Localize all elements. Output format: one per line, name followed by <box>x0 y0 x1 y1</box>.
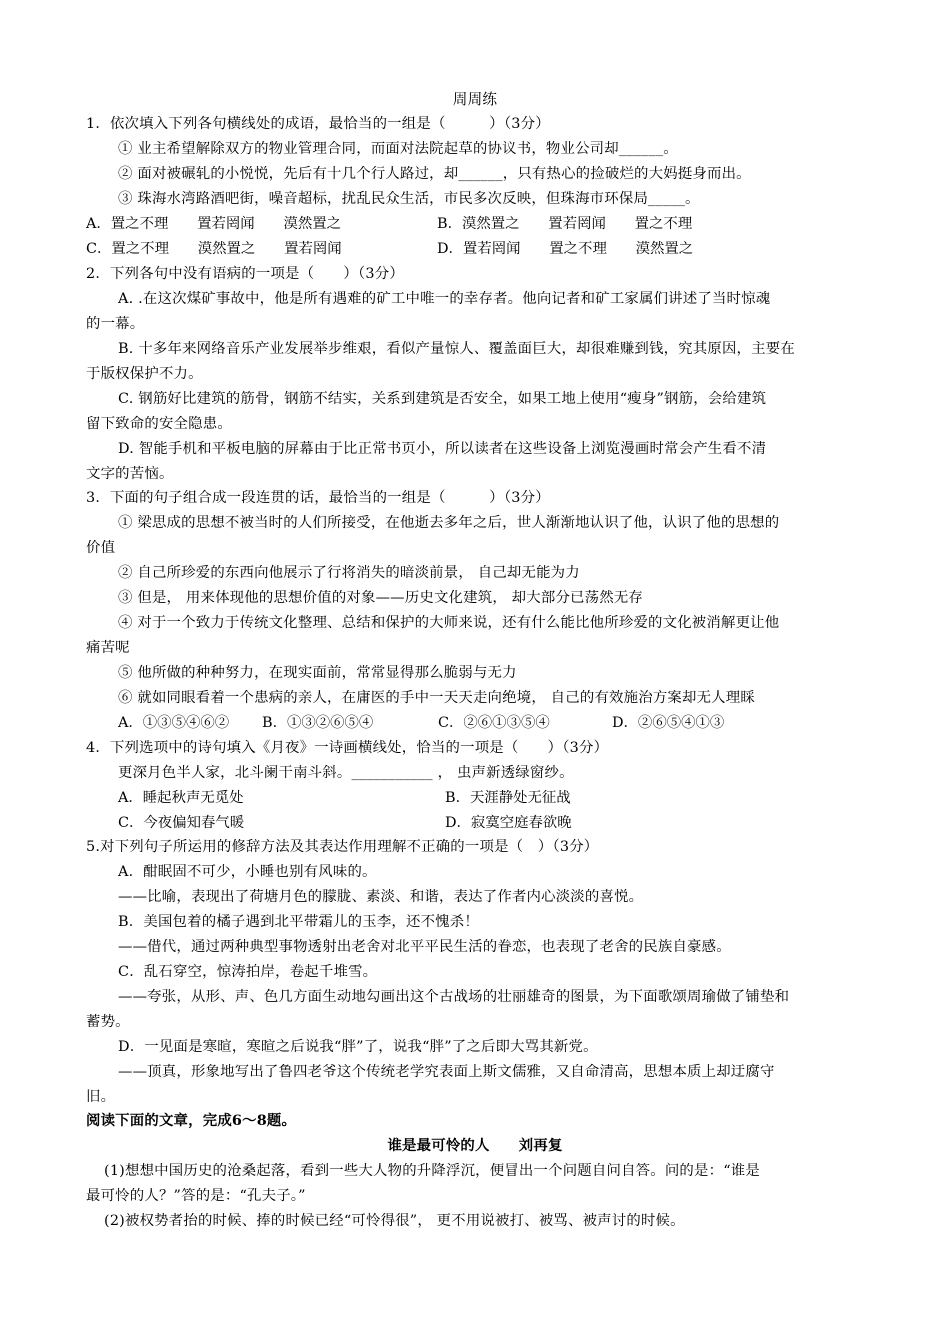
q5-option-b: B．美国包着的橘子遇到北平带霜儿的玉李，还不愧杀！ <box>118 914 479 930</box>
q3-sentence-3: ③ 但是， 用来体现他的思想价值的对象——历史文化建筑， 却大部分已荡然无存 <box>118 590 643 606</box>
q3-sentence-1-line1: ① 梁思成的思想不被当时的人们所接受，在他逝去多年之后，世人渐渐地认识了他，认识了他的思想的 <box>118 515 780 531</box>
q3-option-c: C．②⑥①③⑤④ <box>438 715 550 731</box>
q5-option-c-analysis-line1: ——夸张，从形、声、色几方面生动地勾画出这个古战场的壮丽雄奇的图景，为下面歌颂周瑜做了铺垫和 <box>118 989 790 1005</box>
q2-option-b-line1: B. 十多年来网络音乐产业发展举步维艰，看似产量惊人、覆盖面巨大，却很难赚到钱，究其原因，主要在 <box>118 341 795 357</box>
q2-stem: 2．下列各句中没有语病的一项是（ ）（3分） <box>86 266 404 282</box>
q3-sentence-2: ② 自己所珍爱的东西向他展示了行将消失的暗淡前景， 自己却无能为力 <box>118 565 580 581</box>
q1-sentence-2: ② 面对被碾轧的小悦悦，先后有十几个行人路过，却______，只有热心的捡破烂的大妈挺身而出。 <box>118 166 751 182</box>
q3-option-a: A．①③⑤④⑥② <box>118 715 230 731</box>
q2-option-c-line1: C. 钢筋好比建筑的筋骨，钢筋不结实，关系到建筑是否安全，如果工地上使用“瘦身”钢筋，会给建筑 <box>118 391 767 407</box>
q3-sentence-6: ⑥ 就如同眼看着一个患病的亲人，在庸医的手中一天天走向绝境， 自己的有效施治方案却无人理睬 <box>118 690 755 706</box>
q4-option-a: A．睡起秋声无觅处 <box>118 790 244 806</box>
q5-option-a: A．酣眠固不可少，小睡也别有风味的。 <box>118 864 377 880</box>
q5-option-d-analysis-line2: 旧。 <box>86 1089 116 1105</box>
q4-option-d: D．寂寞空庭春欲晚 <box>445 815 572 831</box>
q3-sentence-4-line1: ④ 对于一个致力于传统文化整理、总结和保护的大师来说，还有什么能比他所珍爱的文化被消解更让他 <box>118 615 780 631</box>
q1-option-c: C．置之不理 漠然置之 置若罔闻 <box>86 241 342 257</box>
q3-stem: 3．下面的句子组合成一段连贯的话，最恰当的一组是（ ）（3分） <box>86 490 550 506</box>
q4-stem: 4．下列选项中的诗句填入《月夜》一诗画横线处，恰当的一项是（ ）（3分） <box>86 740 609 756</box>
q1-option-d: D．置若罔闻 置之不理 漠然置之 <box>437 241 694 257</box>
q5-option-b-analysis: ——借代，通过两种典型事物透射出老舍对北平平民生活的眷恋，也表现了老舍的民族自豪感。 <box>118 939 731 955</box>
q4-option-b: B．天涯静处无征战 <box>445 790 571 806</box>
q3-sentence-1-line2: 价值 <box>86 540 116 556</box>
q1-option-b: B．漠然置之 置若罔闻 置之不理 <box>437 216 693 232</box>
q4-poem: 更深月色半人家，北斗阑干南斗斜。___________ ， 虫声新透绿窗纱。 <box>118 765 574 781</box>
q1-sentence-1: ① 业主希望解除双方的物业管理合同，而面对法院起草的协议书，物业公司却______。 <box>118 141 678 157</box>
q3-sentence-5: ⑤ 他所做的种种努力，在现实面前，常常显得那么脆弱与无力 <box>118 665 517 681</box>
q2-option-d-line2: 文字的苦恼。 <box>86 466 174 482</box>
q5-option-d-analysis-line1: ——顶真，形象地写出了鲁四老爷这个传统老学究表面上斯文儒雅，又自命清高，思想本质上却迂腐守 <box>118 1064 775 1080</box>
page-title: 周周练 <box>452 91 498 108</box>
q2-option-a-line1: A. .在这次煤矿事故中，他是所有遇难的矿工中唯一的幸存者。他向记者和矿工家属们讲述了当时惊魂 <box>118 291 771 307</box>
q5-option-c: C．乱石穿空，惊涛拍岸，卷起千堆雪。 <box>118 964 378 980</box>
q3-sentence-4-line2: 痛苦呢 <box>86 640 130 656</box>
article-paragraph-2: (2)被权势者抬的时候、捧的时候已经“可怜得很”， 更不用说被打、被骂、被声讨的时候。 <box>104 1213 685 1229</box>
q5-option-c-analysis-line2: 蓄势。 <box>86 1014 130 1030</box>
reading-intro: 阅读下面的文章，完成6～8题。 <box>86 1112 297 1129</box>
q5-option-a-analysis: ——比喻，表现出了荷塘月色的朦胧、素淡、和谐，表达了作者内心淡淡的喜悦。 <box>118 889 644 905</box>
q4-option-c: C．今夜偏知春气暖 <box>118 815 245 831</box>
q3-option-b: B．①③②⑥⑤④ <box>262 715 374 731</box>
q2-option-d-line1: D. 智能手机和平板电脑的屏幕由于比正常书页小，所以读者在这些设备上浏览漫画时常会产生看不清 <box>118 441 767 457</box>
article-title: 谁是最可怜的人 刘再复 <box>387 1137 563 1154</box>
q3-option-d: D．②⑥⑤④①③ <box>612 715 725 731</box>
q5-stem: 5.对下列句子所运用的修辞方法及其表达作用理解不正确的一项是（ ）（3分） <box>86 839 599 855</box>
q2-option-b-line2: 于版权保护不力。 <box>86 366 203 382</box>
q2-option-a-line2: 的一幕。 <box>86 316 145 332</box>
article-paragraph-1-line1: (1)想想中国历史的沧桑起落，看到一些大人物的升降浮沉，便冒出一个问题自问自答。问的是：“谁是 <box>104 1163 760 1179</box>
q1-option-a: A．置之不理 置若罔闻 漠然置之 <box>86 216 342 232</box>
article-paragraph-1-line2: 最可怜的人？”答的是：“孔夫子。” <box>86 1188 306 1204</box>
q1-stem: 1．依次填入下列各句横线处的成语，最恰当的一组是（ ）（3分） <box>86 116 550 132</box>
q5-option-d: D．一见面是寒暄，寒暄之后说我“胖”了，说我“胖”了之后即大骂其新党。 <box>118 1039 598 1055</box>
q1-sentence-3: ③ 珠海水湾路酒吧街，噪音超标，扰乱民众生活，市民多次反映，但珠海市环保局_____。 <box>118 191 700 207</box>
q2-option-c-line2: 留下致命的安全隐患。 <box>86 416 232 432</box>
